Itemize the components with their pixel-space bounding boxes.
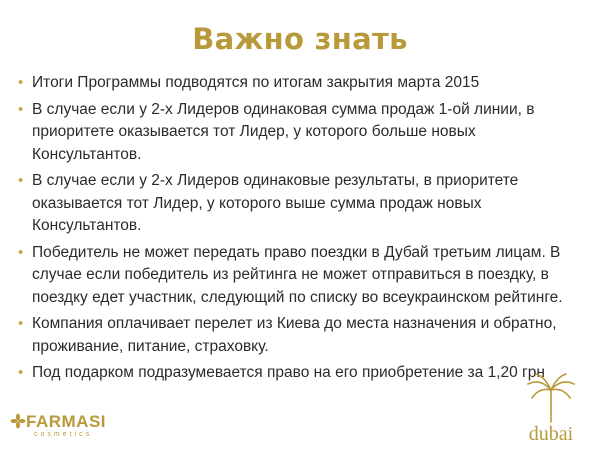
bullet-text: Победитель не может передать право поездки в Дубай третьим лицам. В случае если победитель из рейтинга не может отправиться в поездку, в поездку едет участник, следующий по списку во всеукраинском рейтинге. (32, 243, 563, 306)
farmasi-logo-name: FARMASI (26, 412, 106, 431)
bullet-text: Под подарком подразумевается право на его приобретение за 1,20 грн (32, 364, 545, 381)
bullet-text: Итоги Программы подводятся по итогам закрытия марта 2015 (32, 74, 480, 91)
bullet-text: В случае если у 2-х Лидеров одинаковая сумма продаж 1-ой линии, в приоритете оказывается тот Лидер, у которого больше новых Консультантов. (32, 100, 535, 163)
slide-title: Важно знать (192, 22, 408, 56)
dubai-logo (516, 372, 586, 448)
bullet-item (14, 170, 589, 238)
bullet-list (14, 72, 589, 389)
footer (0, 406, 600, 450)
bullet-dot-icon: • (18, 243, 24, 261)
bullet-dot-icon: • (18, 74, 24, 91)
bullet-dot-icon: • (18, 315, 24, 332)
bullet-text: В случае если у 2-х Лидеров одинаковые результаты, в приоритете оказывается тот Лидер, у которого выше сумма продаж новых Консультантов. (32, 172, 519, 234)
bullet-dot-icon: • (18, 100, 24, 118)
palm-tree-icon (516, 372, 586, 424)
bullet-item (14, 362, 589, 385)
bullet-dot-icon: • (18, 364, 24, 381)
dubai-logo-text: dubai (528, 423, 574, 445)
bullet-item (14, 313, 589, 358)
farmasi-logo-subtitle: cosmetics (34, 431, 93, 438)
farmasi-flower-icon (10, 413, 26, 429)
bullet-item (14, 72, 589, 95)
bullet-item (14, 99, 589, 167)
bullet-item (14, 242, 589, 310)
bullet-dot-icon: • (18, 172, 24, 189)
bullet-text: Компания оплачивает перелет из Киева до места назначения и обратно, проживание, питание, страховку. (32, 315, 557, 355)
